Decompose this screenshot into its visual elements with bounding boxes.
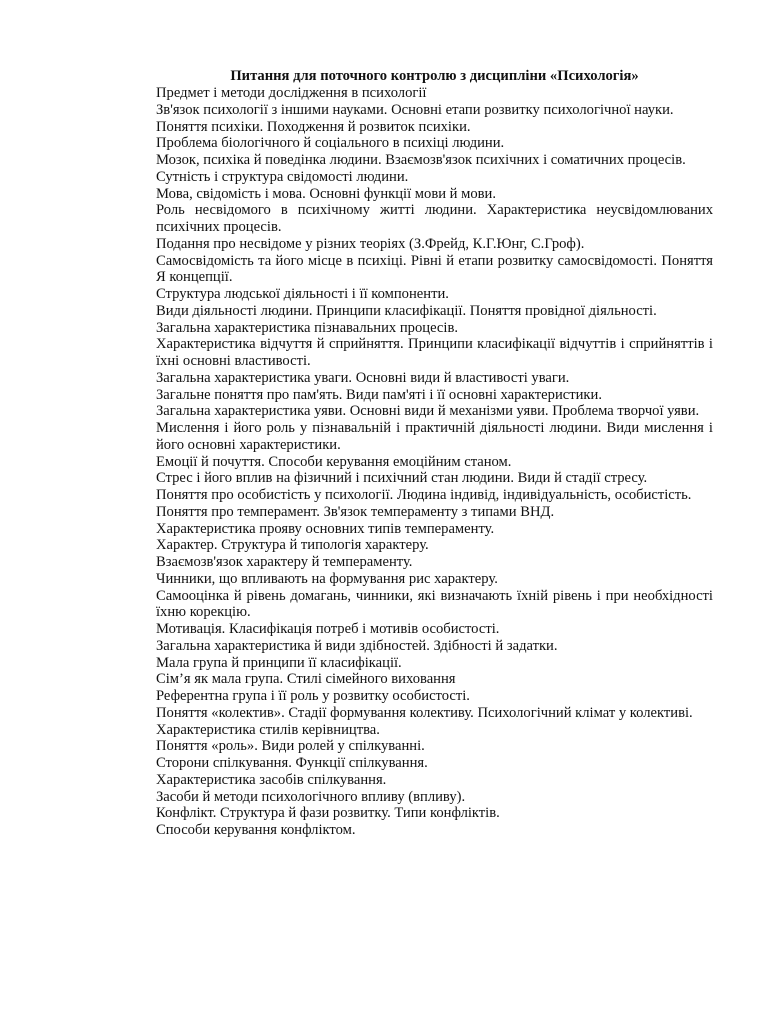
question-item: Мова, свідомість і мова. Основні функції мови й мови.: [156, 185, 497, 202]
question-item: Види діяльності людини. Принципи класифікації. Поняття провідної діяльності.: [156, 302, 657, 319]
question-item: Характеристика прояву основних типів темпераменту.: [156, 520, 495, 537]
question-item: Загальна характеристика уяви. Основні види й механізми уяви. Проблема творчої уяви.: [156, 403, 700, 420]
question-item: Проблема біологічного й соціального в психіці людини.: [156, 135, 505, 152]
question-item: Загальна характеристика пізнавальних процесів.: [156, 319, 458, 336]
question-item: Поняття про особистість у психології. Людина індивід, індивідуальність, особистість.: [156, 487, 692, 503]
question-item: Структура людської діяльності і її компоненти.: [156, 286, 449, 302]
question-item: Сторони спілкування. Функції спілкування.: [156, 755, 428, 771]
question-item: Сутність і структура свідомості людини.: [156, 168, 409, 185]
question-item: Мала група й принципи її класифікації.: [156, 654, 402, 671]
question-item: Загальна характеристика й види здібностей. Здібності й задатки.: [156, 637, 558, 654]
question-item: Емоції й почуття. Способи керування емоційним станом.: [156, 453, 512, 470]
question-item: Характер. Структура й типологія характеру.: [156, 537, 429, 554]
question-list: [156, 85, 713, 839]
question-item: Взаємозв'язок характеру й темпераменту.: [156, 554, 413, 570]
question-item: Мотивація. Класифікація потреб і мотивів особистості.: [156, 621, 500, 637]
question-item: Мислення і його роль у пізнавальній і практичній діяльності людини. Види мислення і його основні характеристики.: [156, 420, 713, 453]
question-item: Самосвідомість та його місце в психіці. Рівні й етапи розвитку самосвідомості. Поняття Я концепції.: [156, 252, 713, 286]
question-item: Референтна група і її роль у розвитку особистості.: [156, 688, 470, 704]
question-item: Поняття про темперамент. Зв'язок темпераменту з типами ВНД.: [156, 503, 555, 520]
question-item: Самооцінка й рівень домагань, чинники, які визначають їхній рівень і при необхідності їхню корекцію.: [156, 587, 713, 621]
question-item: Чинники, що впливають на формування рис характеру.: [156, 570, 498, 587]
question-item: Стрес і його вплив на фізичний і психічний стан людини. Види й стадії стресу.: [156, 470, 648, 487]
question-item: Загальне поняття про пам'ять. Види пам'яті і її основні характеристики.: [156, 386, 602, 403]
question-item: Конфлікт. Структура й фази розвитку. Типи конфліктів.: [156, 805, 500, 822]
question-item: Характеристика стилів керівництва.: [156, 721, 380, 738]
question-item: Характеристика засобів спілкування.: [156, 771, 387, 788]
question-item: Роль несвідомого в психічному житті людини. Характеристика неусвідомлюваних психічних процесів.: [156, 202, 713, 235]
question-item: Подання про несвідоме у різних теоріях (З.Фрейд, К.Г.Юнг, С.Гроф).: [156, 235, 585, 252]
question-item: Засоби й методи психологічного впливу (впливу).: [156, 788, 466, 805]
question-item: Поняття «роль». Види ролей у спілкуванні.: [156, 738, 425, 755]
question-item: Поняття психіки. Походження й розвиток психіки.: [156, 118, 471, 135]
question-item: Способи керування конфліктом.: [156, 822, 356, 838]
question-item: Загальна характеристика уваги. Основні види й властивості уваги.: [156, 369, 570, 386]
question-item: Мозок, психіка й поведінка людини. Взаємозв'язок психічних і соматичних процесів.: [156, 152, 686, 168]
question-item: Характеристика відчуття й сприйняття. Принципи класифікації відчуттів і сприйняттів і їхні основні властивості.: [156, 336, 713, 369]
question-item: Зв'язок психології з іншими науками. Основні етапи розвитку психологічної науки.: [156, 101, 674, 118]
question-item: Предмет і методи дослідження в психології: [156, 85, 427, 101]
document-title: Питання для поточного контролю з дисципліни «Психологія»: [230, 68, 639, 84]
question-item: Поняття «колектив». Стадії формування колективу. Психологічний клімат у колективі.: [156, 704, 693, 721]
question-item: Сім’я як мала група. Стилі сімейного виховання: [156, 671, 456, 688]
